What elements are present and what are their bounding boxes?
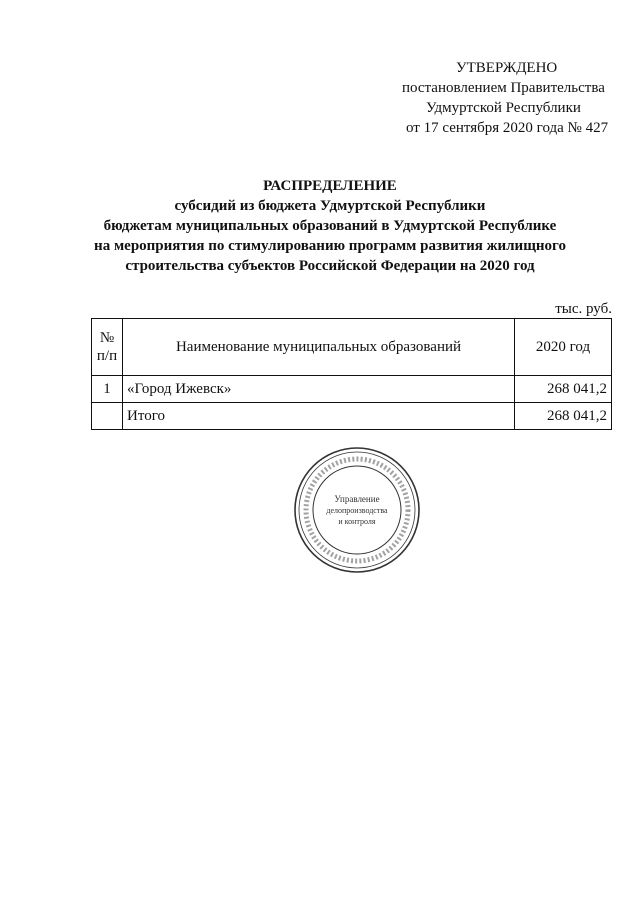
cell-value: 268 041,2 [515, 376, 612, 403]
official-stamp [292, 445, 422, 575]
cell-number: 1 [92, 376, 123, 403]
approval-date-number: от 17 сентября 2020 года № 427 [406, 120, 609, 136]
cell-name: «Город Ижевск» [123, 376, 515, 403]
approval-title: УТВЕРЖДЕНО [456, 60, 558, 76]
table-row-total [92, 403, 612, 430]
stamp-center-line: делопроизводства [326, 506, 388, 515]
approval-line: Удмуртской Республики [426, 100, 581, 116]
stamp-center-line: Управление [334, 494, 380, 504]
stamp-center-line: и контроля [338, 517, 376, 526]
title-line: бюджетам муниципальных образований в Удмуртской Республике [103, 218, 557, 234]
title-heading: РАСПРЕДЕЛЕНИЕ [263, 178, 397, 194]
header-number-symbol: № [99, 330, 115, 346]
unit-label: тыс. руб. [555, 301, 612, 317]
approval-block [390, 58, 620, 138]
approval-line: постановлением Правительства [402, 80, 605, 96]
document-title [60, 176, 600, 276]
cell-name: Итого [123, 403, 515, 430]
table-header-row [92, 319, 612, 376]
header-number [92, 319, 123, 376]
header-number-abbr: п/п [96, 348, 118, 364]
cell-value: 268 041,2 [515, 403, 612, 430]
title-line: на мероприятия по стимулированию программ развития жилищного [94, 238, 566, 254]
title-line: субсидий из бюджета Удмуртской Республики [174, 198, 486, 214]
title-line: строительства субъектов Российской Федерации на 2020 год [125, 258, 535, 274]
distribution-table [91, 318, 612, 430]
table-row [92, 376, 612, 403]
cell-number [92, 403, 123, 430]
header-name: Наименование муниципальных образований [123, 319, 515, 376]
header-year: 2020 год [515, 319, 612, 376]
